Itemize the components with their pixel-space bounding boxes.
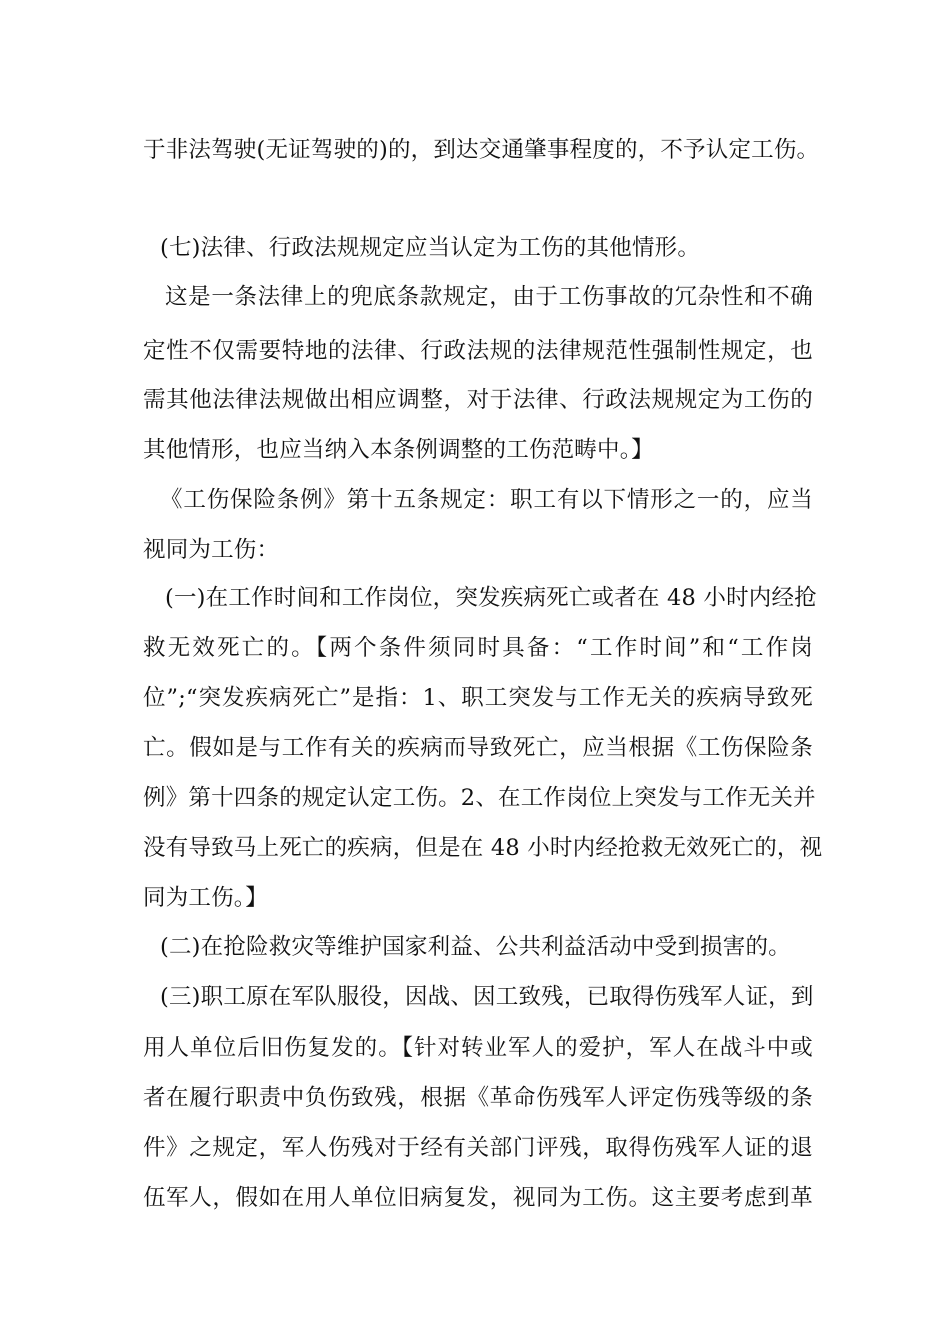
text-line-9: (一)在工作时间和工作岗位，突发疾病死亡或者在 48 小时内经抢	[165, 585, 817, 611]
text-line-12: 亡。假如是与工作有关的疾病而导致死亡，应当根据《工伤保险条	[143, 735, 813, 761]
text-line-13: 例》第十四条的规定认定工伤。2、在工作岗位上突发与工作无关并	[143, 785, 816, 811]
text-line-21: 伍军人，假如在用人单位旧病复发，视同为工伤。这主要考虑到革	[143, 1185, 813, 1211]
text-line-5: 需其他法律法规做出相应调整，对于法律、行政法规规定为工伤的	[143, 387, 813, 413]
text-line-6: 其他情形，也应当纳入本条例调整的工伤范畴中。】	[143, 437, 654, 463]
text-line-8: 视同为工伤：	[143, 537, 280, 563]
text-line-16: (二)在抢险救灾等维护国家利益、公共利益活动中受到损害的。	[160, 934, 791, 960]
text-line-18: 用人单位后旧伤复发的。【针对转业军人的爱护，军人在战斗中或	[143, 1035, 813, 1061]
text-line-15: 同为工伤。】	[143, 885, 268, 911]
text-line-19: 者在履行职责中负伤致残，根据《革命伤残军人评定伤残等级的条	[143, 1085, 813, 1111]
text-line-10: 救无效死亡的。【两个条件须同时具备：“工作时间”和“工作岗	[143, 635, 813, 661]
text-line-20: 件》之规定，军人伤残对于经有关部门评残，取得伤残军人证的退	[143, 1135, 813, 1161]
text-line-2: (七)法律、行政法规规定应当认定为工伤的其他情形。	[160, 235, 701, 261]
text-line-3: 这是一条法律上的兜底条款规定，由于工伤事故的冗杂性和不确	[165, 284, 813, 310]
text-line-7: 《工伤保险条例》第十五条规定：职工有以下情形之一的，应当	[160, 487, 813, 513]
text-line-11: 位”;“突发疾病死亡”是指：1、职工突发与工作无关的疾病导致死	[143, 685, 813, 711]
text-line-4: 定性不仅需要特地的法律、行政法规的法律规范性强制性规定，也	[143, 338, 813, 364]
text-line-14: 没有导致马上死亡的疾病，但是在 48 小时内经抢救无效死亡的，视	[143, 835, 823, 861]
text-line-1: 于非法驾驶(无证驾驶的)的，到达交通肇事程度的，不予认定工伤。	[143, 137, 820, 163]
text-line-17: (三)职工原在军队服役，因战、因工致残，已取得伤残军人证，到	[160, 984, 814, 1010]
